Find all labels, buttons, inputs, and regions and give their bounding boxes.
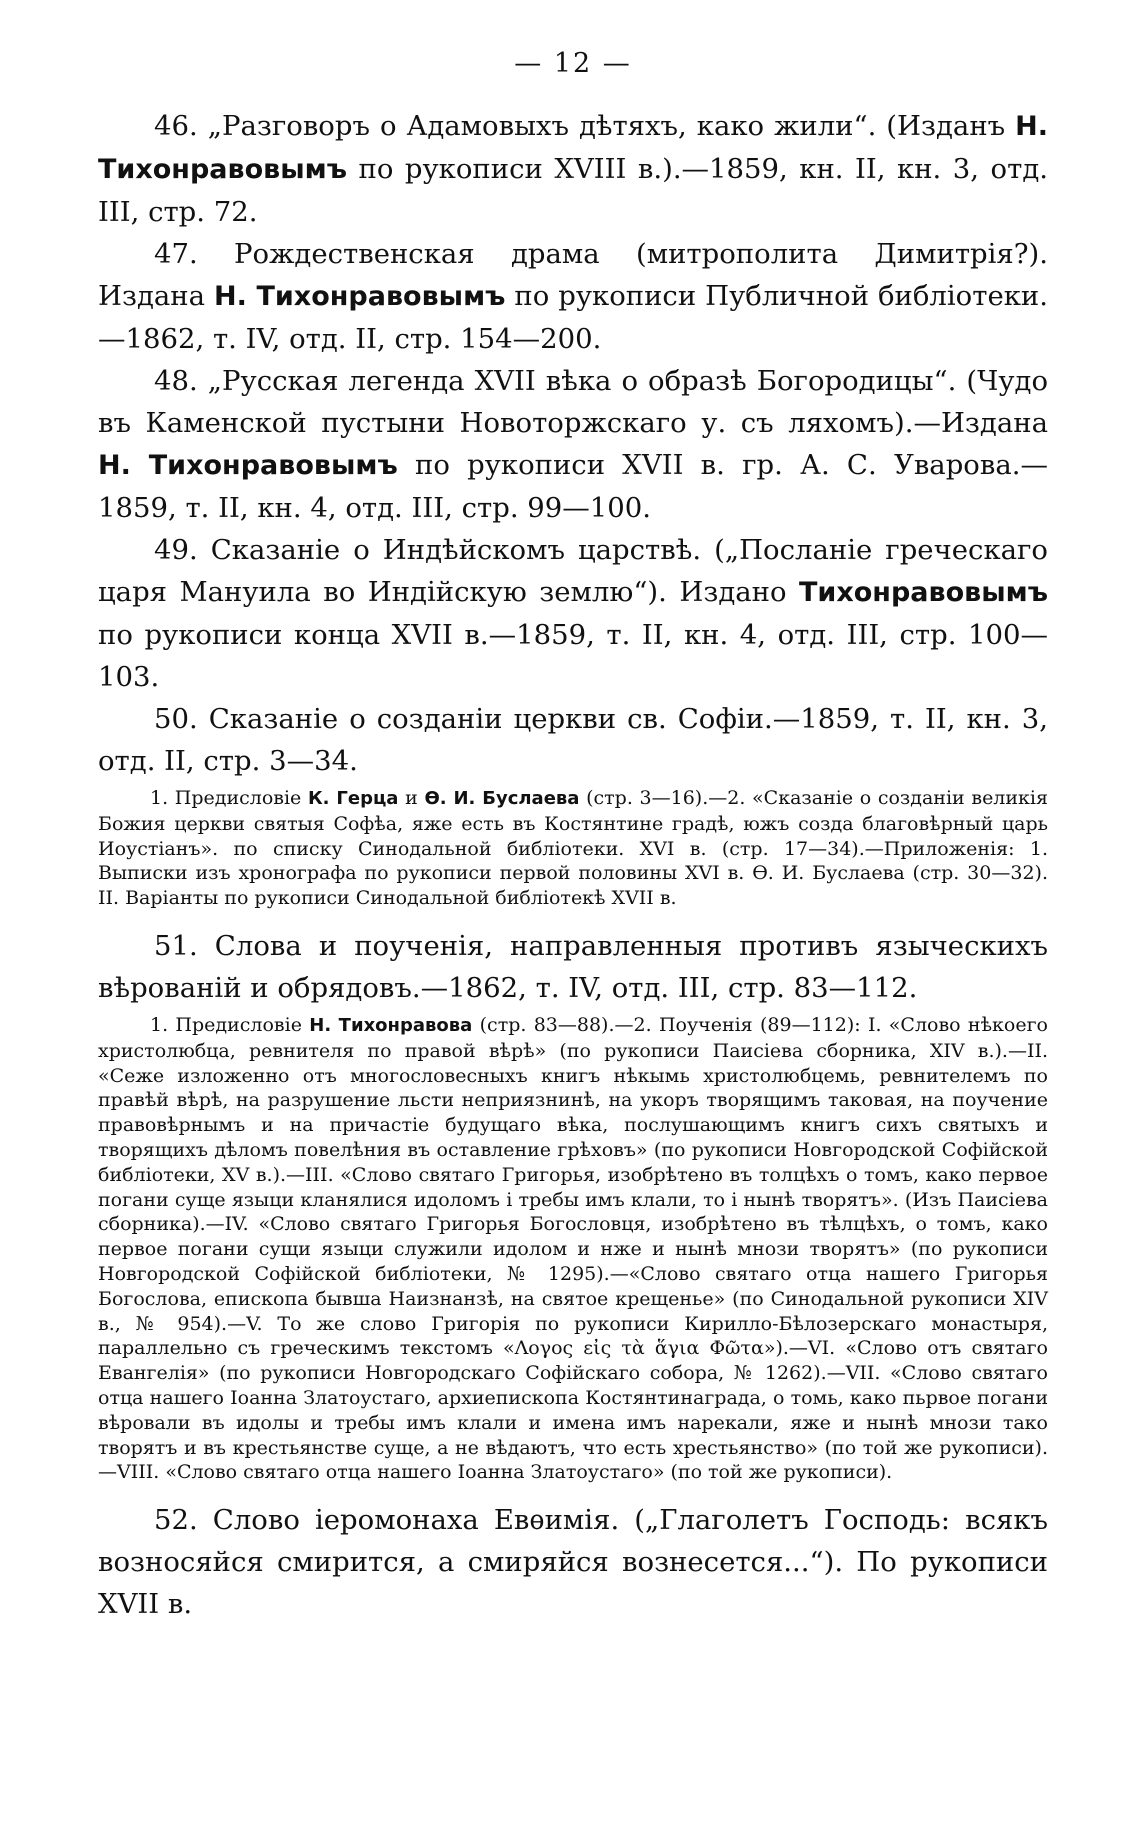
entry-number: 49. (154, 534, 198, 566)
entry-number: 46. (154, 110, 198, 142)
entry-number: 52. (154, 1504, 198, 1537)
author-name: Тихонравовымъ (799, 577, 1048, 608)
entry-text: по рукописи конца XVII в.—1859, т. II, кн. 4, отд. III, стр. 100—103. (98, 619, 1048, 693)
entry-51 (98, 925, 1048, 1009)
entry-text: „Разговоръ о Адамовыхъ дѣтяхъ, како жили“. (Изданъ (197, 110, 1016, 142)
author-name: Н. Тихонравова (309, 1014, 473, 1036)
note-text: и (398, 787, 425, 809)
entry-text: по рукописи XVIII в.).—1859, кн. II, кн. 3, отд. III, стр. 72. (98, 153, 1048, 228)
entry-text: Сказаніе о созданіи церкви св. Софіи.—1859, т. II, кн. 3, отд. II, стр. 3—34. (98, 703, 1048, 777)
note-text: (стр. 3—16).—2. «Сказаніе о созданіи великія Божия церкви святыя Софѣа, яже есть въ Костянтине градѣ, южъ созда благовѣрный царь Иоустіанъ». по списку Синодальной библіотеки. XVI в. (стр. 17—34).—Приложенія: 1. Выписки изъ хронографа по рукописи первой половины XVI в. Ѳ. И. Буслаева (стр. 30—32). II. Варіанты по рукописи Синодальной библіотекѣ XVII в. (98, 787, 1048, 910)
note-text: 1. Предисловіе (150, 787, 308, 809)
entry-52 (98, 1499, 1048, 1625)
entry-48 (98, 360, 1048, 529)
entry-number: 50. (154, 703, 198, 735)
author-name: Н. Тихонравовымъ (98, 111, 1048, 185)
entry-text: Сказаніе о Индѣйскомъ царствѣ. („Посланіе греческаго царя Мануила во Индійскую землю“). Издано (98, 534, 1048, 608)
entry-number: 51. (154, 929, 198, 962)
entry-46 (98, 105, 1048, 233)
entry-number: 47. (154, 238, 198, 270)
note-text: (стр. 83—88).—2. Поученія (89—112): I. «Слово нѣкоего христолюбца, ревнителя по правой вѣрѣ» (по рукописи Паисіева сборника, XIV в.).—II. «Сеже изложенно отъ многословесныхъ книгъ нѣкымь христолюбцемь, ревнителемъ по правѣй вѣрѣ, на разрушение льсти неприязнинѣ, на укоръ творящимъ таковая, на поучение правовѣрнымъ и на причастіе будущаго вѣка, послушающимъ книгъ сихъ святыхъ и творящихъ дѣломъ повелѣния въ оставление грѣховъ» (по рукописи Новгородской Софійской библіотеки, XV в.).—III. «Слово святаго Григорья, изобрѣтено въ толцѣхъ о томъ, како первое погани суще языци кланялися идоломъ і требы имъ клали, то і нынѣ творятъ». (Изъ Паисіева сборника).—IV. «Слово святаго Григорья Богословця, изобрѣтено въ тѣлцѣхъ, о томъ, како первое погани сущи языци служили идолом и нже и нынѣ мнози творятъ» (по рукописи Новгородской Софійской библіотеки, № 1295).—«Слово святаго отца нашего Григорья Богослова, епископа бывша Наизнанзѣ, на святое крещенье» (по Синодальной рукописи XIV в., № 954).—V. То же слово Григорія по рукописи Кирилло-Бѣлозерскаго монастыря, параллельно съ греческимъ текстомъ «Λογος εἰς τὰ ἅγια Φῶτα»).—VI. «Слово отъ святаго Евангелія» (по рукописи Новгородскаго Софійскаго собора, № 1262).—VII. «Слово святаго отца нашего Іоанна Златоустаго, архиепископа Костянтинаграда, о томь, како пьрвое погани вѣровали въ идолы и требы имъ клали и имена имъ нарекали, яже и нынѣ мнози тако творятъ и въ крестьянстве суще, а не вѣдаютъ, что есть хрестьянство» (по той же рукописи).—VIII. «Слово святаго отца нашего Іоанна Златоустаго» (по той же рукописи). (98, 1013, 1048, 1484)
author-name: Н. Тихонравовымъ (213, 281, 506, 312)
entry-50 (98, 698, 1048, 782)
author-name: Н. Тихонравовымъ (98, 450, 398, 481)
page-number: — 12 — (514, 48, 632, 79)
entry-text: по рукописи XVII в. гр. А. С. Уварова.—1859, т. II, кн. 4, отд. III, стр. 99—100. (98, 449, 1048, 524)
author-name: К. Герца (307, 788, 399, 809)
entry-50-note (98, 786, 1048, 911)
entry-text: Слово іеромонаха Евѳимія. („Глаголетъ Господь: всякъ возносяйся смирится, а смиряйся вознесется...“). По рукописи XVII в. (98, 1504, 1048, 1621)
entry-text: „Русская легенда XVII вѣка о образѣ Богородицы“. (Чудо въ Каменской пустыни Новоторжскаго у. съ ляхомъ).—Издана (98, 365, 1048, 439)
author-name: Ѳ. И. Буслаева (424, 788, 580, 809)
entry-47 (98, 233, 1048, 360)
entry-51-note (98, 1013, 1048, 1485)
entry-text: Слова и поученія, направленныя противъ языческихъ вѣрованій и обрядовъ.—1862, т. IV, отд. III, стр. 83—112. (98, 929, 1048, 1004)
note-text: 1. Предисловіе (150, 1013, 310, 1036)
entry-number: 48. (154, 365, 198, 397)
entry-text: по рукописи Публичной библіотеки.—1862, т. IV, отд. II, стр. 154—200. (98, 280, 1048, 355)
entry-text: Рождественская драма (митрополита Димитрія?). Издана (98, 238, 1048, 312)
entry-49 (98, 529, 1048, 698)
